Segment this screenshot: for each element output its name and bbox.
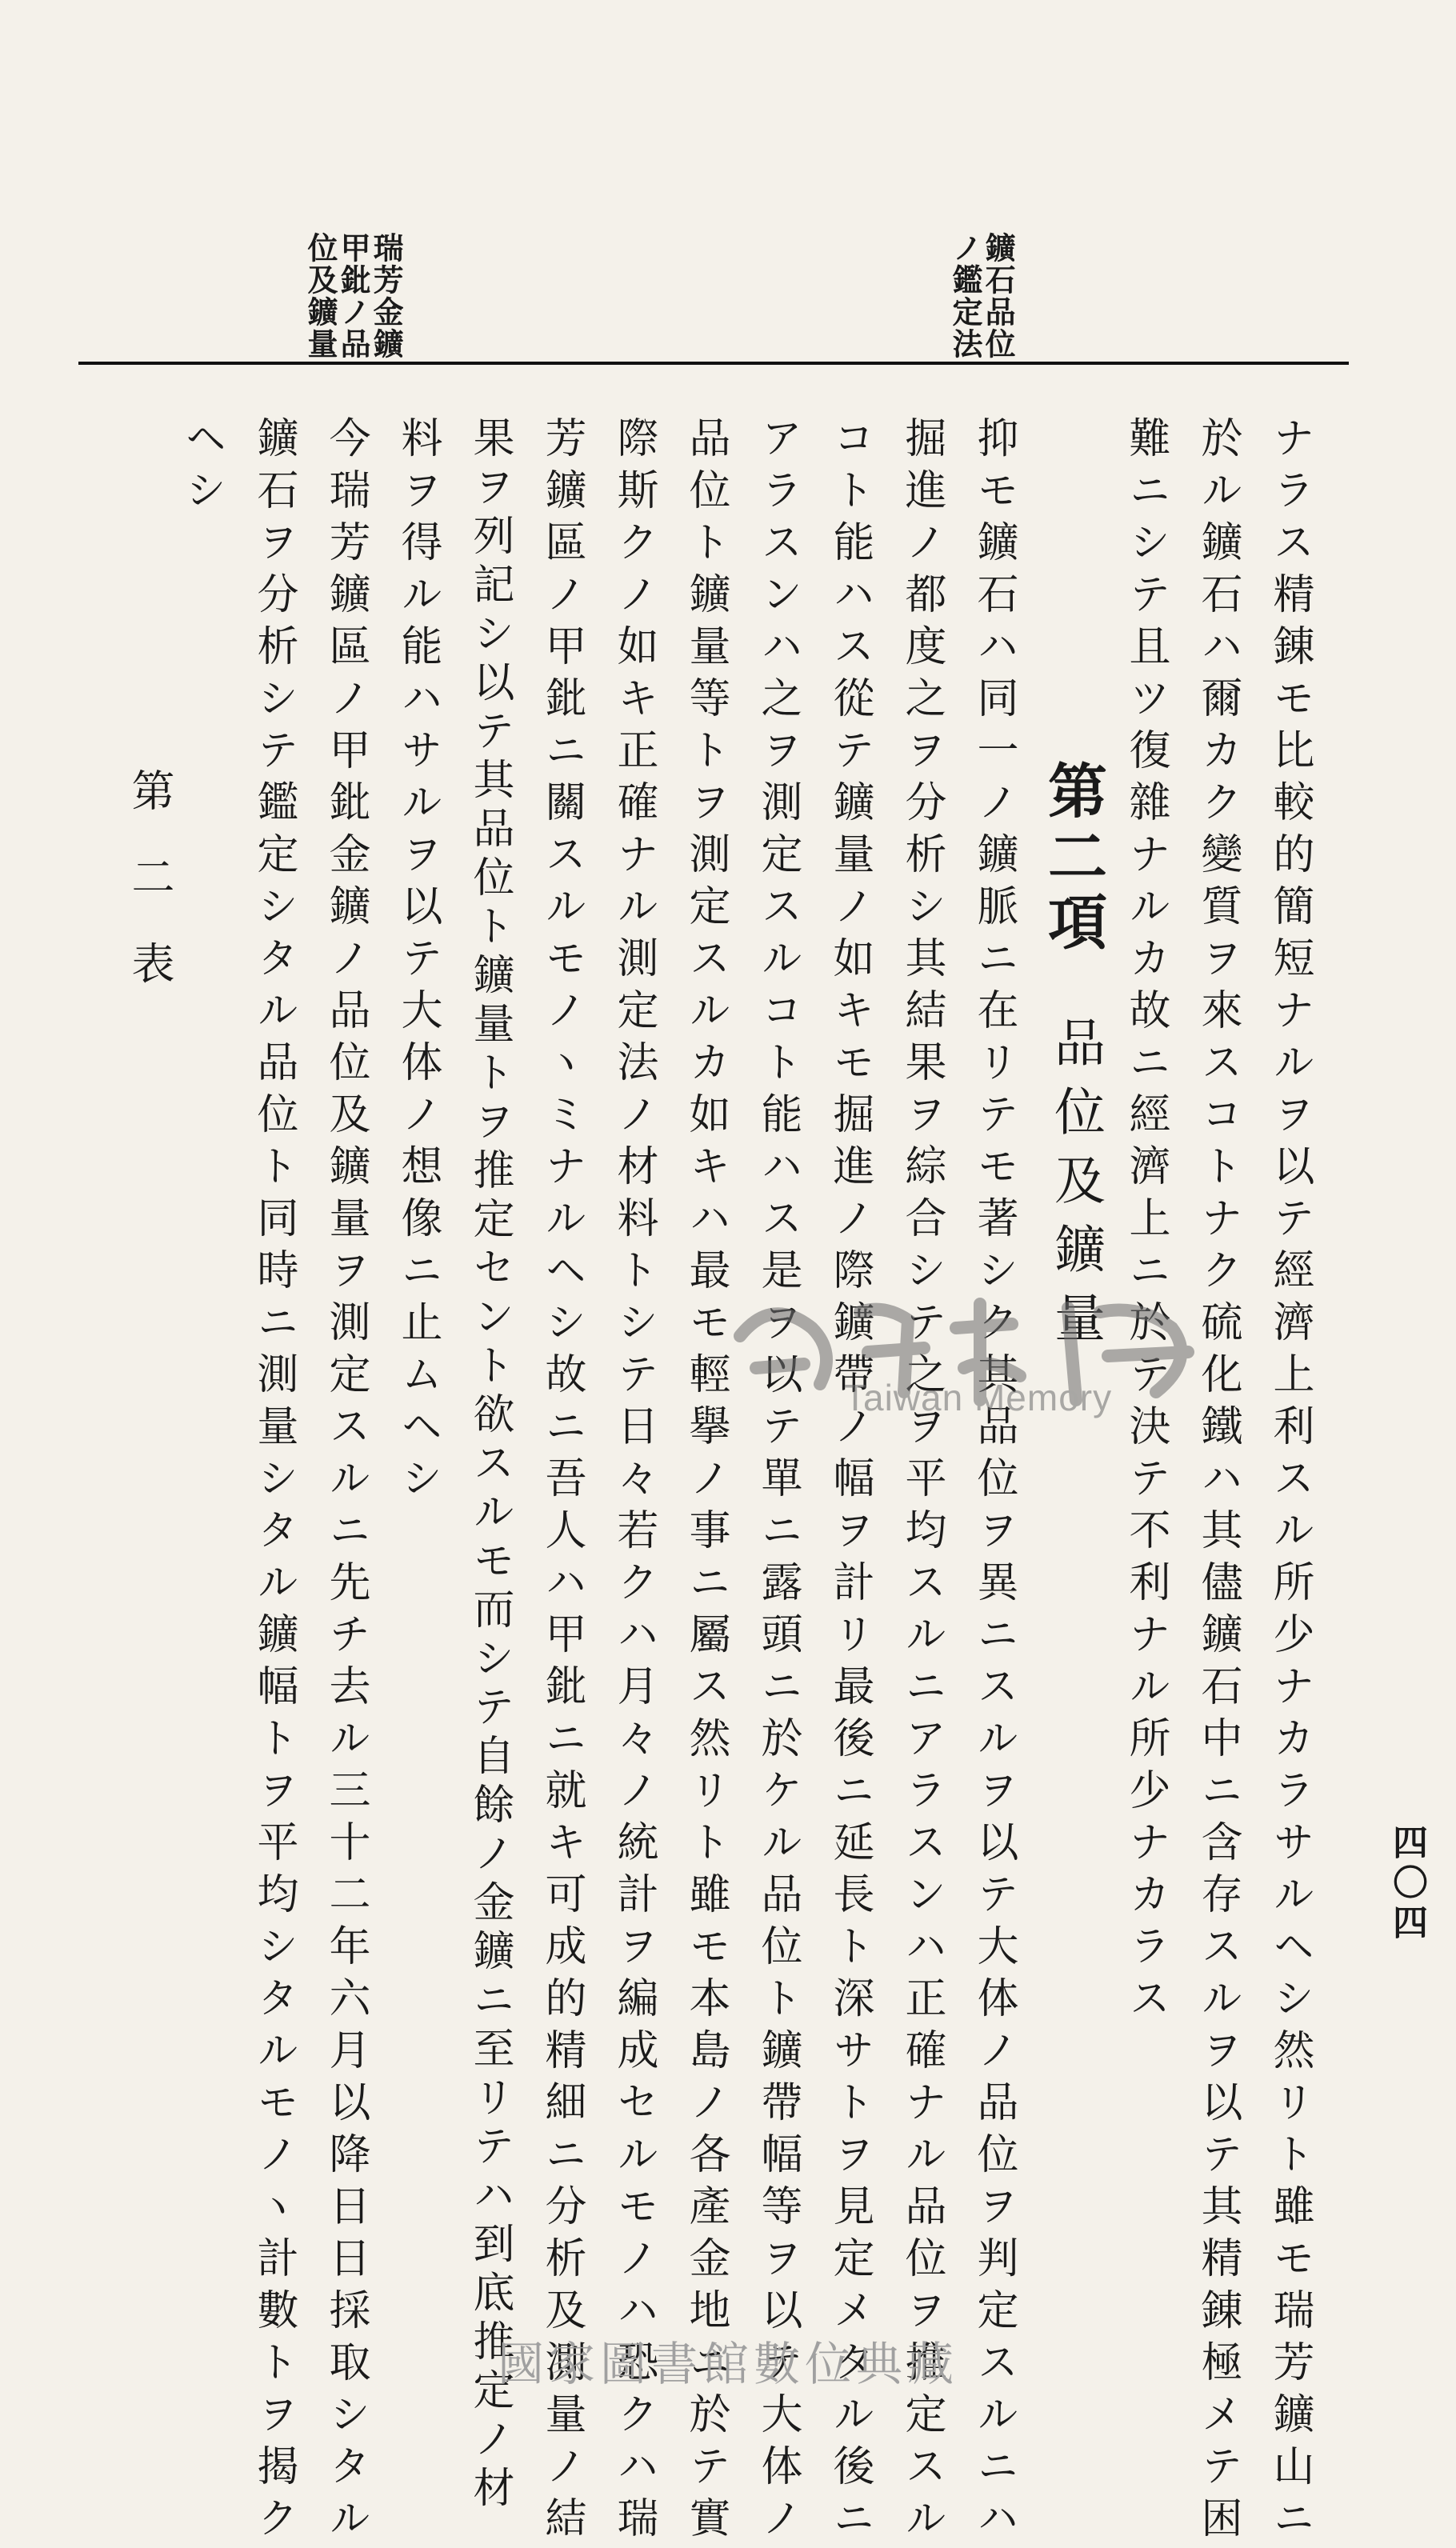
text-column-7: アラスンハ之ヲ測定スルコト能ハス是ヲ以テ單ニ露頭ニ於ケル品位ト鑛帶幅等ヲ以テ大体ノ bbox=[754, 416, 802, 2548]
text-column-8: 品位ト鑛量等トヲ測定スルカ如キハ最モ輕擧ノ事ニ屬ス然リト雖モ本島ノ各產金地ニ於テ實 bbox=[682, 416, 730, 2548]
section-title: 品位及鑛量 bbox=[1046, 1016, 1105, 1360]
text-column-15: ヘシ bbox=[178, 416, 226, 520]
text-column-9: 際斯クノ如キ正確ナル測定法ノ材料トシテ日々若クハ月々ノ統計ヲ編成セルモノハ恐クハ瑞 bbox=[610, 416, 658, 2548]
text-column-11: 果ヲ列記シ以テ其品位ト鑛量トヲ推定セント欲スルモ而シテ自餘ノ金鑛ニ至リテハ到底推定ノ材 bbox=[466, 416, 514, 2514]
text-column-2: 於ル鑛石ハ爾カク變質ヲ來スコトナク硫化鐵ハ其儘鑛石中ニ含存スルヲ以テ其精錬極メテ困 bbox=[1194, 416, 1242, 2548]
text-column-10: 芳鑛區ノ甲鈚ニ關スルモノヽミナルヘシ故ニ吾人ハ甲鈚ニ就キ可成的精細ニ分析及測量ノ結 bbox=[538, 416, 586, 2548]
watermark-brand-text: Taiwan Memory bbox=[844, 1377, 1113, 1418]
header-rule bbox=[78, 362, 1349, 365]
margin-note-ore-grade: 鑛石品位 ノ鑑定法 bbox=[947, 232, 1017, 360]
margin-note-zuifang: 瑞芳金鑛 甲鈚ノ品 位及鑛量 bbox=[302, 232, 405, 360]
text-column-12: 料ヲ得ル能ハサルヲ以テ大体ノ想像ニ止ムヘシ bbox=[394, 416, 442, 1508]
text-column-14: 鑛石ヲ分析シテ鑑定シタル品位ト同時ニ測量シタル鑛幅トヲ平均シタルモノヽ計數トヲ揭ク bbox=[250, 416, 298, 2548]
section-number: 第二項 bbox=[1038, 760, 1107, 957]
text-column-1: ナラス精錬モ比較的簡短ナルヲ以テ經濟上利スル所少ナカラサルヘシ然リト雖モ瑞芳鑛山ニ bbox=[1266, 416, 1314, 2548]
table-caption: 第 二 表 bbox=[125, 768, 175, 984]
text-column-3: 難ニシテ且ツ復雜ナルカ故ニ經濟上ニ於テ決テ不利ナル所少ナカラス bbox=[1122, 416, 1170, 2028]
footer-archive-label: 國家圖書館數位典藏 bbox=[497, 2337, 958, 2391]
page-number: 四〇四 bbox=[1386, 1824, 1427, 1944]
text-column-4: 抑モ鑛石ハ同一ノ鑛脈ニ在リテモ著シク其品位ヲ異ニスルヲ以テ大体ノ品位ヲ判定スルニハ bbox=[970, 416, 1018, 2548]
text-column-13: 今瑞芳鑛區ノ甲鈚金鑛ノ品位及鑛量ヲ測定スルニ先チ去ル三十二年六月以降日日採取シタル bbox=[322, 416, 370, 2548]
text-column-5: 掘進ノ都度之ヲ分析シ其結果ヲ綜合シテ之ヲ平均スルニアラスンハ正確ナル品位ヲ推定スル bbox=[898, 416, 946, 2548]
text-column-6: コト能ハス從テ鑛量ノ如キモ掘進ノ際鑛帶ノ幅ヲ計リ最後ニ延長ト深サトヲ見定メタル後ニ bbox=[826, 416, 874, 2548]
taiwan-memory-watermark bbox=[724, 1280, 1252, 1432]
